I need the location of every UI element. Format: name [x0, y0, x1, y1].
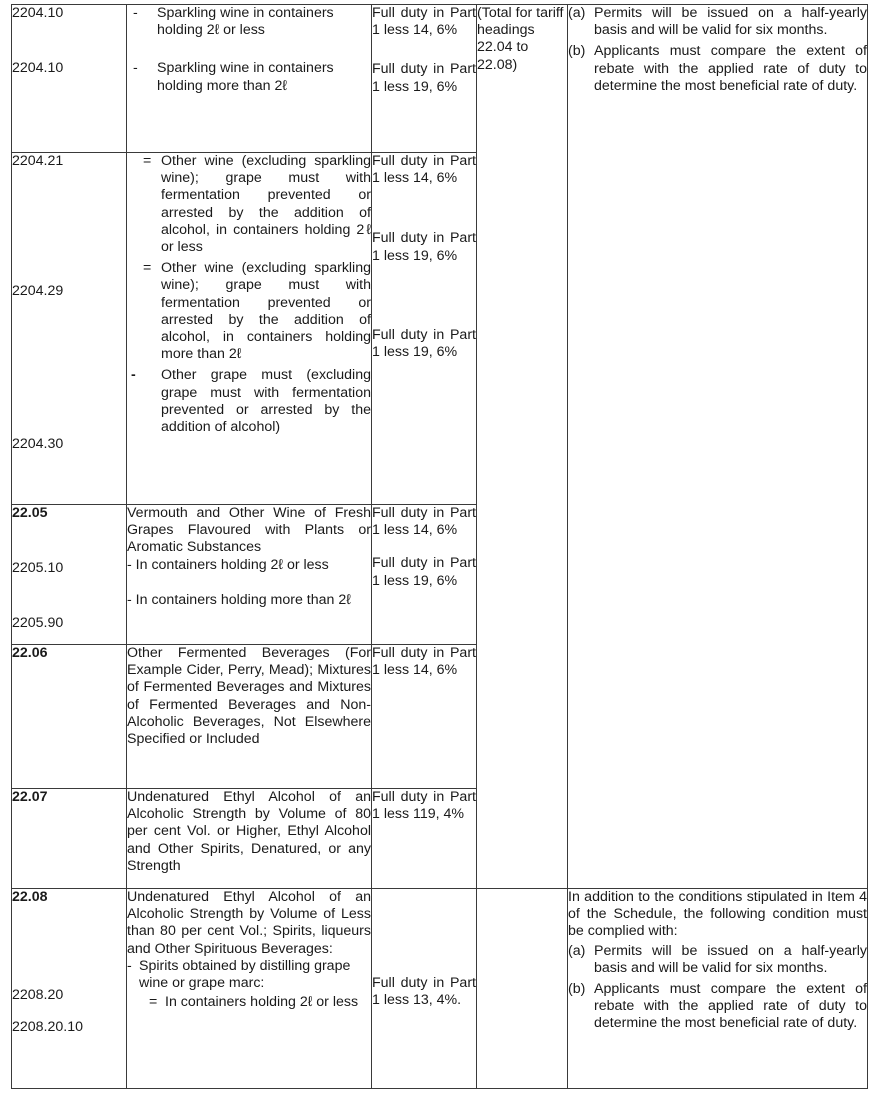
list-item — [127, 367, 371, 436]
description-cell — [127, 889, 372, 1089]
equals-marker: = — [149, 994, 158, 1011]
condition-label: (a) — [568, 5, 586, 21]
rebate-tariff-table — [11, 4, 868, 1089]
condition-label: (b) — [568, 981, 586, 998]
item-text: - In containers holding 2ℓ or less — [127, 556, 329, 573]
rebate-duty: Full duty in Part 1 less 14, 6% — [372, 153, 476, 187]
description-cell — [127, 5, 372, 153]
condition-text: Permits will be issued on a half-yearly basis and will be valid for six months. — [594, 942, 867, 976]
item-text: - In containers holding more than 2ℓ — [127, 591, 351, 608]
list-item — [127, 153, 371, 256]
condition-item — [568, 943, 867, 977]
rebate-duty-cell — [372, 789, 477, 889]
tariff-code-cell — [12, 153, 127, 505]
total-note-cell — [477, 5, 568, 889]
dash-marker: - — [133, 5, 138, 21]
rebate-duty-cell — [372, 505, 477, 645]
tariff-code: 2204.21 — [12, 153, 64, 169]
rebate-duty-cell — [372, 5, 477, 153]
rebate-duty: Full duty in Part 1 less 14, 6% — [372, 645, 476, 679]
table-row — [12, 889, 868, 1089]
dash-marker: - — [131, 367, 136, 384]
rebate-duty: Full duty in Part 1 less 19, 6% — [372, 230, 476, 264]
tariff-code: 2205.90 — [12, 615, 64, 632]
equals-marker: = — [143, 153, 152, 169]
condition-item — [568, 981, 867, 1033]
item-text: Sparkling wine in containers holding 2ℓ or less — [157, 5, 334, 39]
heading-title: Undenatured Ethyl Alcohol of an Alcoholic Strength by Volume of 80 per cent Vol. or Higher, Ethyl Alcohol and Other Spirits, Denatured, or any Strength — [127, 789, 371, 874]
heading-code: 22.05 — [12, 505, 48, 521]
condition-label: (b) — [568, 43, 586, 60]
rebate-duty: Full duty in Part 1 less 19, 6% — [372, 555, 476, 589]
rebate-duty: Full duty in Part 1 less 19, 6% — [372, 326, 476, 361]
heading-code: 22.06 — [12, 645, 48, 661]
description-cell — [127, 153, 372, 505]
dash-marker: - — [133, 60, 138, 77]
description-cell — [127, 505, 372, 645]
tariff-code-cell — [12, 789, 127, 889]
tariff-code: 2204.10 — [12, 5, 64, 21]
condition-text: Permits will be issued on a half-yearly basis and will be valid for six months. — [594, 5, 867, 39]
item-text: Sparkling wine in containers holding more than 2ℓ — [157, 60, 334, 94]
rebate-duty-cell — [372, 645, 477, 789]
item-text: Spirits obtained by distilling grape wine or grape marc: — [139, 957, 351, 992]
total-note-cell — [477, 889, 568, 1089]
condition-label: (a) — [568, 942, 586, 959]
tariff-code-cell — [12, 645, 127, 789]
rebate-duty-cell — [372, 153, 477, 505]
rebate-duty-cell — [372, 889, 477, 1089]
condition-item — [568, 43, 867, 95]
condition-text: Applicants must compare the extent of rebate with the applied rate of duty to determine the most beneficial rate of duty. — [594, 43, 867, 94]
description-cell — [127, 645, 372, 789]
rebate-duty: Full duty in Part 1 less 19, 6% — [372, 61, 476, 95]
tariff-code-cell — [12, 5, 127, 153]
conditions-cell — [568, 889, 868, 1089]
total-note: (Total for tariff headings 22.04 to 22.08) — [477, 5, 564, 73]
rebate-duty: Full duty in Part 1 less 14, 6% — [372, 505, 476, 539]
tariff-code: 2208.20.10 — [12, 1019, 84, 1036]
heading-code: 22.07 — [12, 789, 48, 805]
item-text: Other wine (excluding sparkling wine); grape must with fermentation prevented or arrested by the addition of alcohol, in containers holding 2ℓ or less — [161, 153, 371, 256]
item-text: In containers holding 2ℓ or less — [165, 994, 359, 1011]
tariff-code: 2204.30 — [12, 436, 64, 453]
list-item — [127, 5, 371, 39]
tariff-code: 2204.10 — [12, 60, 64, 77]
condition-item — [568, 5, 867, 39]
description-cell — [127, 789, 372, 889]
heading-title: Vermouth and Other Wine of Fresh Grapes Flavoured with Plants or Aromatic Substances — [127, 505, 371, 556]
rebate-duty: Full duty in Part 1 less 119, 4% — [372, 789, 476, 823]
list-item — [127, 994, 371, 1011]
conditions-intro: In addition to the conditions stipulated in Item 4 of the Schedule, the following condition must be complied with: — [568, 889, 867, 940]
item-text: Other wine (excluding sparkling wine); grape must with fermentation prevented or arrested by the addition of alcohol, in containers holding more than 2ℓ — [161, 260, 371, 363]
tariff-code-cell — [12, 505, 127, 645]
rebate-duty: Full duty in Part 1 less 14, 6% — [372, 5, 476, 39]
tariff-code: 2205.10 — [12, 560, 64, 577]
equals-marker: = — [143, 260, 152, 277]
heading-code: 22.08 — [12, 889, 48, 905]
item-text: Other grape must (excluding grape must with fermentation prevented or arrested by the addition of alcohol) — [161, 367, 371, 436]
conditions-cell — [568, 5, 868, 889]
heading-title: Other Fermented Beverages (For Example Cider, Perry, Mead); Mixtures of Fermented Beverages and Mixtures of Fermented Beverages and Non-Alcoholic Beverages, Not Elsewhere Specified or Included — [127, 645, 371, 748]
list-item — [127, 958, 371, 992]
tariff-code-cell — [12, 889, 127, 1089]
tariff-code: 2208.20 — [12, 987, 64, 1004]
heading-title: Undenatured Ethyl Alcohol of an Alcoholic Strength by Volume of Less than 80 per cent Vol.; Spirits, liqueurs and Other Spirituous Beverages: — [127, 889, 371, 957]
list-item — [127, 260, 371, 363]
dash-marker: - — [127, 957, 132, 974]
tariff-code: 2204.29 — [12, 283, 64, 300]
list-item — [127, 60, 371, 94]
table-row — [12, 5, 868, 153]
rebate-duty: Full duty in Part 1 less 13, 4%. — [372, 975, 476, 1009]
condition-text: Applicants must compare the extent of rebate with the applied rate of duty to determine the most beneficial rate of duty. — [594, 981, 867, 1032]
